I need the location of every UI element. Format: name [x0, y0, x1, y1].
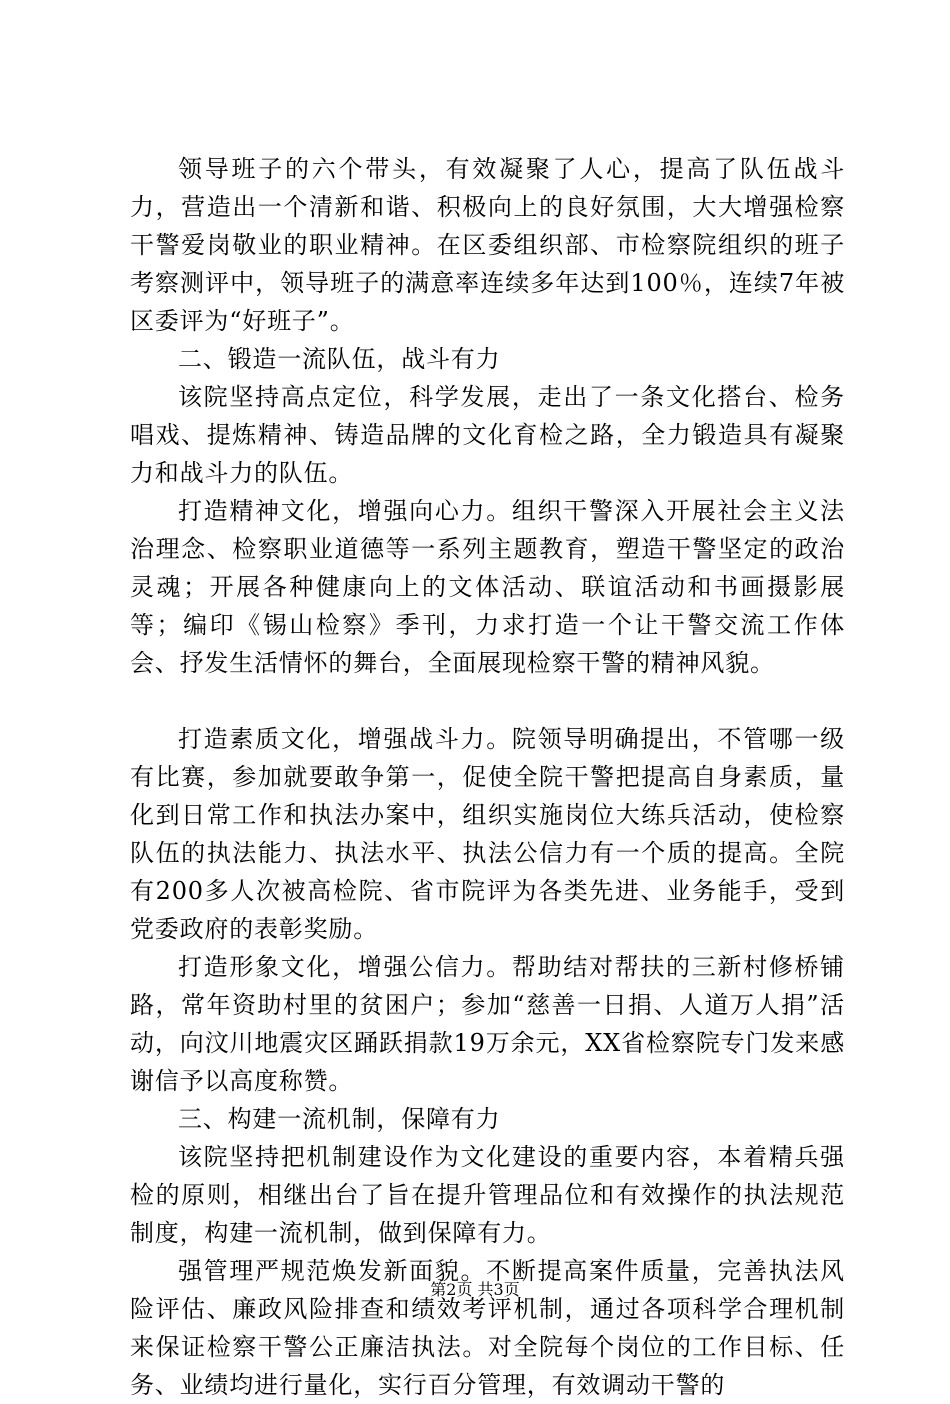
- paragraph-team-intro: 该院坚持高点定位，科学发展，走出了一条文化搭台、检务唱戏、提炼精神、铸造品牌的文化育检之路，全力锻造具有凝聚力和战斗力的队伍。: [130, 383, 845, 487]
- paragraph-quality-culture: 打造素质文化，增强战斗力。院领导明确提出，不管哪一级有比赛，参加就要敢争第一，促使全院干警把提高自身素质，量化到日常工作和执法办案中，组织实施岗位大练兵活动，使检察队伍的执法能力、执法水平、执法公信力有一个质的提高。全院有200多人次被高检院、省市院评为各类先进、业务能手，受到党委政府的表彰奖励。: [130, 725, 845, 943]
- paragraph-spirit-culture: 打造精神文化，增强向心力。组织干警深入开展社会主义法治理念、检察职业道德等一系列主题教育，塑造干警坚定的政治灵魂；开展各种健康向上的文体活动、联谊活动和书画摄影展等；编印《锡山检察》季刊，力求打造一个让干警交流工作体会、抒发生活情怀的舞台，全面展现检察干警的精神风貌。: [130, 497, 845, 677]
- paragraph-management: 强管理严规范焕发新面貌。不断提高案件质量，完善执法风险评估、廉政风险排查和绩效考评机制，通过各项科学合理机制来保证检察干警公正廉洁执法。对全院每个岗位的工作目标、任务、业绩均进行量化，实行百分管理，有效调动干警的: [130, 1257, 845, 1399]
- document-body: [130, 150, 845, 1404]
- paragraph-leadership-summary: 领导班子的六个带头，有效凝聚了人心，提高了队伍战斗力，营造出一个清新和谐、积极向上的良好氛围，大大增强检察干警爱岗敬业的职业精神。在区委组织部、市检察院组织的班子考察测评中，领导班子的满意率连续多年达到100％，连续7年被区委评为“好班子”。: [130, 155, 845, 335]
- paragraph-mechanism-intro: 该院坚持把机制建设作为文化建设的重要内容，本着精兵强检的原则，相继出台了旨在提升管理品位和有效操作的执法规范制度，构建一流机制，做到保障有力。: [130, 1143, 845, 1247]
- section-heading-team: 二、锻造一流队伍，战斗有力: [178, 345, 501, 373]
- page-number-footer: 第2页 共3页: [430, 1280, 520, 1299]
- paragraph-image-culture: 打造形象文化，增强公信力。帮助结对帮扶的三新村修桥铺路，常年资助村里的贫困户；参加“慈善一日捐、人道万人捐”活动，向汶川地震灾区踊跃捐款19万余元，XX省检察院专门发来感谢信予以高度称赞。: [130, 953, 845, 1095]
- section-heading-mechanism: 三、构建一流机制，保障有力: [178, 1105, 501, 1133]
